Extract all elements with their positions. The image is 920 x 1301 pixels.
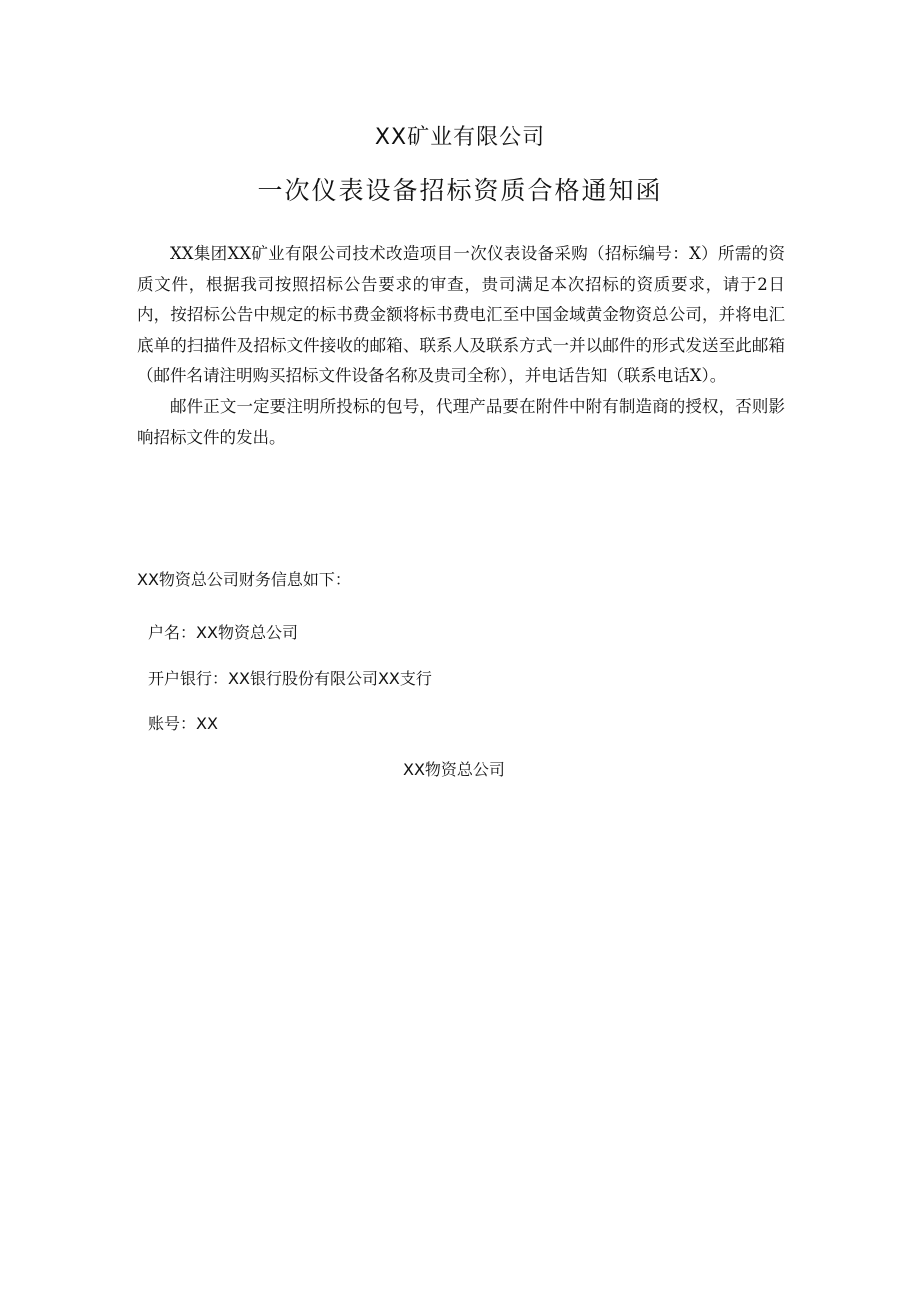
account-name-line — [148, 620, 298, 643]
body-paragraph-1: XX集团XX矿业有限公司技术改造项目一次仪表设备采购（招标编号：X）所需的资质文件，根据我司按照招标公告要求的审查，贵司满足本次招标的资质要求，请于2日内，按招标公告中规定的标书费金额将标书费电汇至中国金域黄金物资总公司，并将电汇底单的扫描件及招标文件接收的邮箱、联系人及联系方式一并以邮件的形式发送至此邮箱（邮件名请注明购买招标文件设备名称及贵司全称），并电话告知（联系电话X）。 — [137, 244, 785, 386]
account-number-label: 账号： — [148, 714, 197, 733]
account-number-value: XX — [196, 714, 218, 733]
bank-value: XX银行股份有限公司XX支行 — [228, 669, 432, 688]
signature-issuer: XX物资总公司 — [403, 760, 505, 779]
account-name-label: 户名： — [148, 623, 197, 642]
bank-line — [148, 666, 432, 689]
account-name-value: XX物资总公司 — [196, 623, 298, 642]
company-title: XX矿业有限公司 — [374, 125, 546, 150]
account-number-line — [148, 711, 218, 734]
bank-label: 开户银行： — [148, 669, 229, 688]
notice-title: 一次仪表设备招标资质合格通知函 — [257, 176, 663, 205]
body-paragraph-2: 邮件正文一定要注明所投标的包号，代理产品要在附件中附有制造商的授权，否则影响招标文件的发出。 — [137, 396, 785, 447]
finance-heading: XX物资总公司财务信息如下： — [137, 570, 351, 589]
notice-body — [137, 239, 785, 453]
